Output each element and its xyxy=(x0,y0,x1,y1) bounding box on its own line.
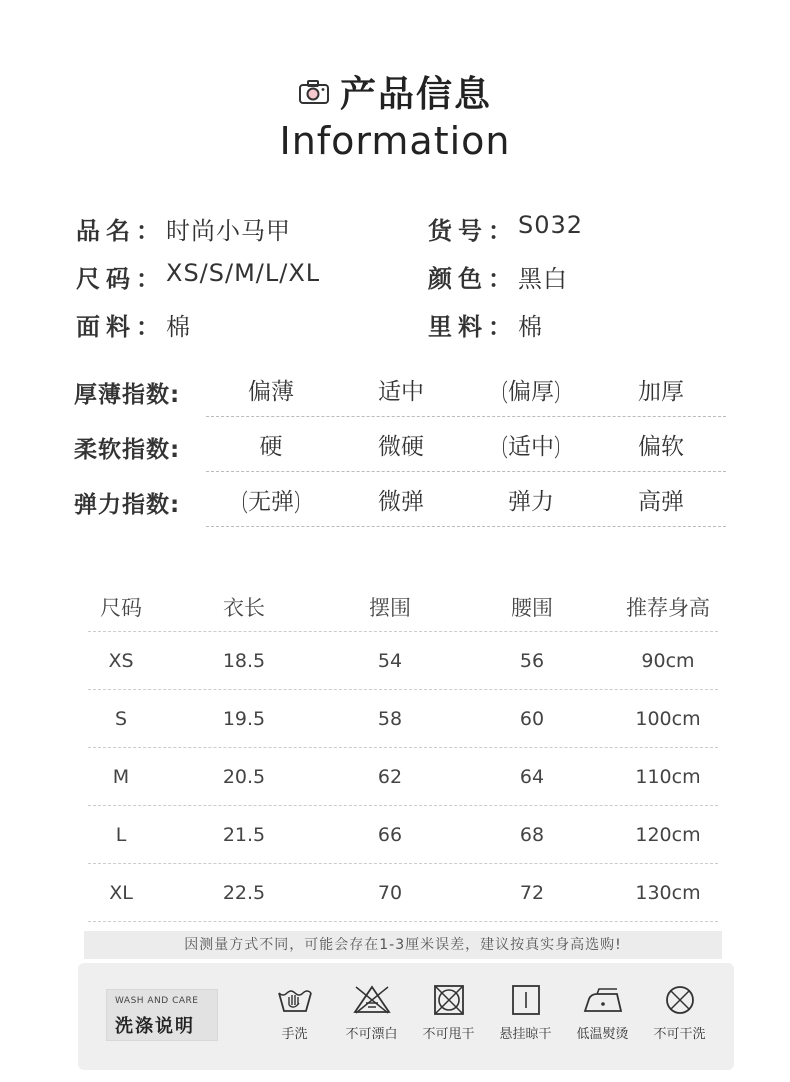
table-cell: 72 xyxy=(519,881,545,904)
care-item xyxy=(256,983,333,1042)
care-icons xyxy=(256,983,718,1042)
table-cell: 21.5 xyxy=(222,823,266,846)
table-cell: 110cm xyxy=(635,765,701,788)
table-cell: 19.5 xyxy=(222,707,266,730)
index-option-text: 偏软 xyxy=(638,434,684,460)
table-cell: 130cm xyxy=(635,881,701,904)
index-row-elasticity xyxy=(74,475,726,530)
header-cell: 腰围 xyxy=(511,595,553,620)
index-option xyxy=(596,487,726,517)
info-cell xyxy=(428,211,716,246)
info-row xyxy=(76,204,716,252)
table-cell: 100cm xyxy=(635,707,701,730)
table-cell: 64 xyxy=(519,765,545,788)
table-cell: 54 xyxy=(377,649,403,672)
care-item xyxy=(410,983,487,1042)
care-item xyxy=(333,983,410,1042)
index-option-text: 微硬 xyxy=(378,434,424,460)
index-option-selected: 适中 xyxy=(503,432,559,462)
index-option xyxy=(206,377,336,407)
table-row xyxy=(88,690,718,748)
header xyxy=(0,66,790,163)
info-key: 货号： xyxy=(428,216,518,245)
table-cell: 66 xyxy=(377,823,403,846)
page-title-cn xyxy=(298,66,492,117)
table-cell: 58 xyxy=(377,707,403,730)
info-key: 尺码： xyxy=(76,264,166,293)
info-value: 黑白 xyxy=(518,264,568,293)
hand-wash-icon xyxy=(275,983,315,1017)
index-option xyxy=(596,432,726,462)
no-tumble-dry-icon xyxy=(429,983,469,1017)
info-value: 时尚小马甲 xyxy=(166,216,291,245)
size-table xyxy=(88,582,718,922)
care-label: 低温熨烫 xyxy=(576,1027,629,1042)
care-label: 手洗 xyxy=(281,1027,308,1042)
index-option xyxy=(336,432,466,462)
header-cell: 摆围 xyxy=(369,595,411,620)
index-label: 弹力指数: xyxy=(74,492,181,518)
care-badge-en: WASH AND CARE xyxy=(115,996,199,1006)
index-row-softness xyxy=(74,420,726,475)
table-cell: 90cm xyxy=(641,649,695,672)
index-option-text: 高弹 xyxy=(638,489,684,515)
info-row xyxy=(76,252,716,300)
no-dry-clean-icon xyxy=(660,983,700,1017)
product-info xyxy=(76,204,716,348)
info-cell xyxy=(428,259,716,294)
index-option xyxy=(336,377,466,407)
info-cell xyxy=(76,211,428,246)
index-options xyxy=(206,424,726,472)
index-option xyxy=(336,487,466,517)
index-option-text: 加厚 xyxy=(638,379,684,405)
table-cell: L xyxy=(115,823,127,846)
table-cell: 60 xyxy=(519,707,545,730)
table-cell: 20.5 xyxy=(222,765,266,788)
index-option xyxy=(206,487,336,517)
measurement-note: 因测量方式不同，可能会存在1-3厘米误差，建议按真实身高选购! xyxy=(84,931,722,959)
index-option-selected: 偏厚 xyxy=(503,377,559,407)
index-option-text: 弹力 xyxy=(508,489,554,515)
header-cell: 推荐身高 xyxy=(626,595,710,620)
table-row xyxy=(88,632,718,690)
table-row xyxy=(88,864,718,922)
low-iron-icon xyxy=(581,983,625,1017)
no-bleach-icon xyxy=(352,983,392,1017)
index-option-text: 硬 xyxy=(259,434,283,460)
table-cell: 56 xyxy=(519,649,545,672)
table-cell: XL xyxy=(109,881,133,904)
care-item xyxy=(641,983,718,1042)
table-cell: 22.5 xyxy=(222,881,266,904)
info-cell xyxy=(76,259,428,294)
index-label: 厚薄指数: xyxy=(74,382,181,408)
index-option-text: 微弹 xyxy=(378,489,424,515)
care-label: 悬挂晾干 xyxy=(499,1027,552,1042)
care-label: 不可干洗 xyxy=(653,1027,706,1042)
index-scales xyxy=(74,365,726,530)
index-option xyxy=(206,432,336,462)
index-option-text: 适中 xyxy=(378,379,424,405)
line-dry-icon xyxy=(506,983,546,1017)
info-value: 棉 xyxy=(518,312,543,341)
index-row-thickness xyxy=(74,365,726,420)
care-badge-cn: 洗涤说明 xyxy=(115,1016,195,1037)
page-title-en: Information xyxy=(279,119,511,163)
header-cell: 尺码 xyxy=(100,595,142,620)
table-row xyxy=(88,748,718,806)
table-row xyxy=(88,806,718,864)
care-label: 不可甩干 xyxy=(422,1027,475,1042)
info-value: 棉 xyxy=(166,312,191,341)
care-panel xyxy=(78,963,734,1070)
index-label: 柔软指数: xyxy=(74,437,181,463)
index-option-selected: 无弹 xyxy=(243,487,299,517)
table-cell: 70 xyxy=(377,881,403,904)
index-option xyxy=(596,377,726,407)
index-option xyxy=(466,377,596,407)
index-option xyxy=(466,432,596,462)
info-key: 面料： xyxy=(76,312,166,341)
care-badge xyxy=(106,989,218,1041)
info-row xyxy=(76,300,716,348)
info-key: 品名： xyxy=(76,216,166,245)
table-cell: M xyxy=(112,765,130,788)
table-cell: S xyxy=(114,707,128,730)
title-cn-text: 产品信息 xyxy=(339,74,492,115)
info-cell xyxy=(76,307,428,342)
table-cell: 18.5 xyxy=(222,649,266,672)
table-cell: XS xyxy=(108,649,134,672)
info-key: 里料： xyxy=(428,312,518,341)
info-key: 颜色： xyxy=(428,264,518,293)
info-value: S032 xyxy=(518,210,584,239)
care-item xyxy=(564,983,641,1042)
info-value: XS/S/M/L/XL xyxy=(166,258,321,287)
index-option-text: 偏薄 xyxy=(248,379,294,405)
info-cell xyxy=(428,307,716,342)
index-option xyxy=(466,487,596,517)
index-options xyxy=(206,479,726,527)
care-item xyxy=(487,983,564,1042)
index-options xyxy=(206,369,726,417)
camera-icon xyxy=(298,79,330,105)
header-cell: 衣长 xyxy=(223,595,265,620)
table-cell: 120cm xyxy=(635,823,701,846)
table-cell: 62 xyxy=(377,765,403,788)
table-header xyxy=(88,582,718,632)
care-label: 不可漂白 xyxy=(345,1027,398,1042)
table-cell: 68 xyxy=(519,823,545,846)
